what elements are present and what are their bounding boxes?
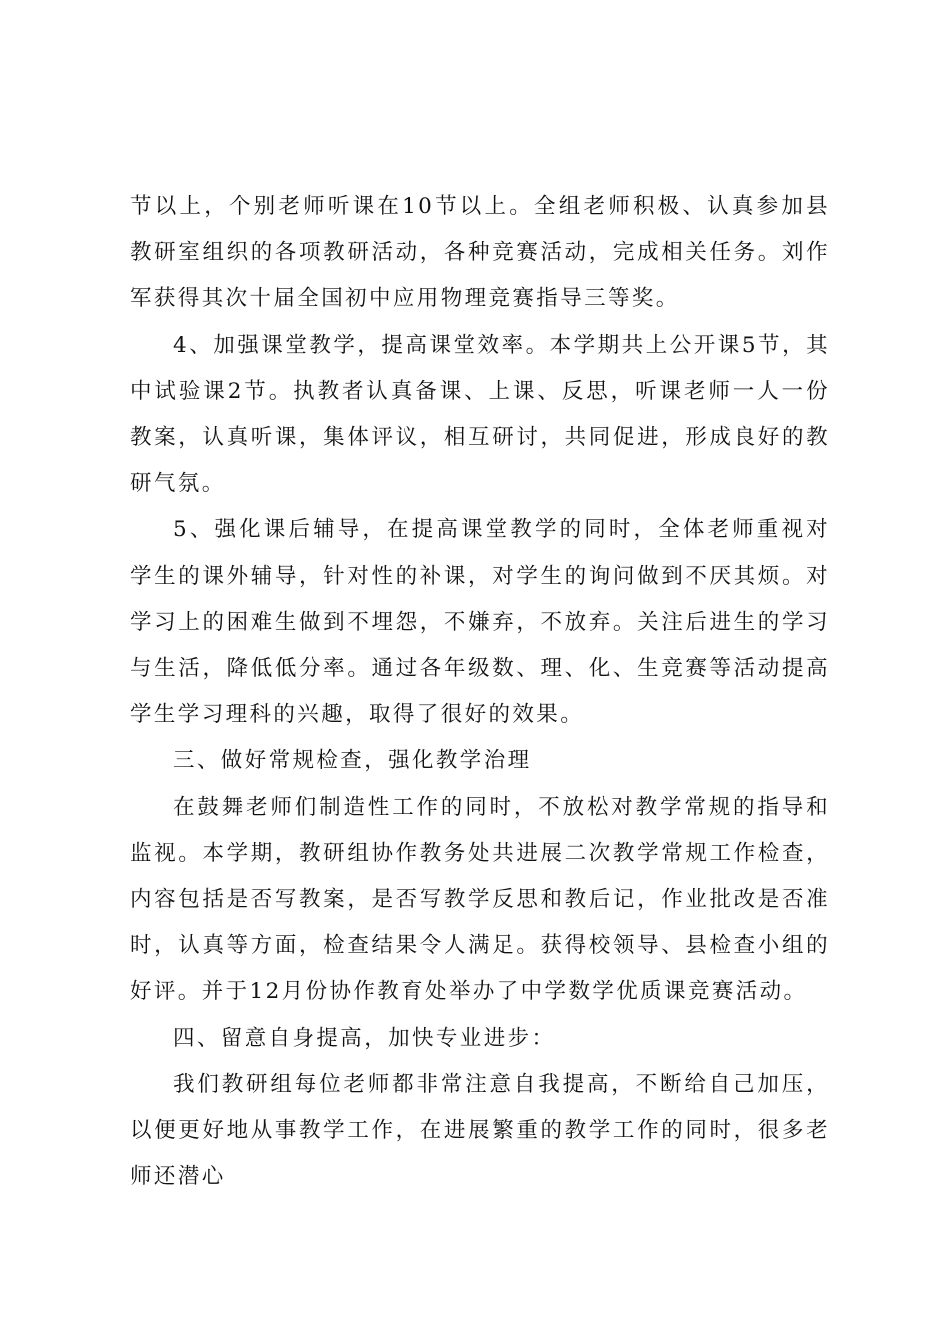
paragraph-item-4: 4、加强课堂教学，提高课堂效率。本学期共上公开课5节，其中试验课2节。执教者认真备课、上课、反思，听课老师一人一份教案，认真听课，集体评议，相互研讨，共同促进，形成良好的教研气氛。: [130, 332, 830, 497]
section-heading-4: 四、留意自身提高，加快专业进步：: [173, 1025, 556, 1051]
document-body: [130, 184, 830, 1200]
paragraph-routine-check: 在鼓舞老师们制造性工作的同时，不放松对教学常规的指导和监视。本学期，教研组协作教务处共进展二次教学常规工作检查，内容包括是否写教案，是否写教学反思和教后记，作业批改是否准时，认真等方面，检查结果令人满足。获得校领导、县检查小组的好评。并于12月份协作教育处举办了中学数学优质课竞赛活动。: [130, 794, 830, 1005]
paragraph-continuation: 节以上，个别老师听课在10节以上。全组老师积极、认真参加县教研室组织的各项教研活动，各种竞赛活动，完成相关任务。刘作军获得其次十届全国初中应用物理竞赛指导三等奖。: [130, 194, 830, 312]
section-heading-3: 三、做好常规检查，强化教学治理: [173, 748, 532, 774]
paragraph-self-improvement: 我们教研组每位老师都非常注意自我提高，不断给自己加压，以便更好地从事教学工作，在进展繁重的教学工作的同时，很多老师还潜心: [130, 1071, 830, 1190]
paragraph-item-5: 5、强化课后辅导，在提高课堂教学的同时，全体老师重视对学生的课外辅导，针对性的补课，对学生的询问做到不厌其烦。对学习上的困难生做到不埋怨，不嫌弃，不放弃。关注后进生的学习与生活，降低低分率。通过各年级数、理、化、生竞赛等活动提高学生学习理科的兴趣，取得了很好的效果。: [130, 517, 830, 728]
